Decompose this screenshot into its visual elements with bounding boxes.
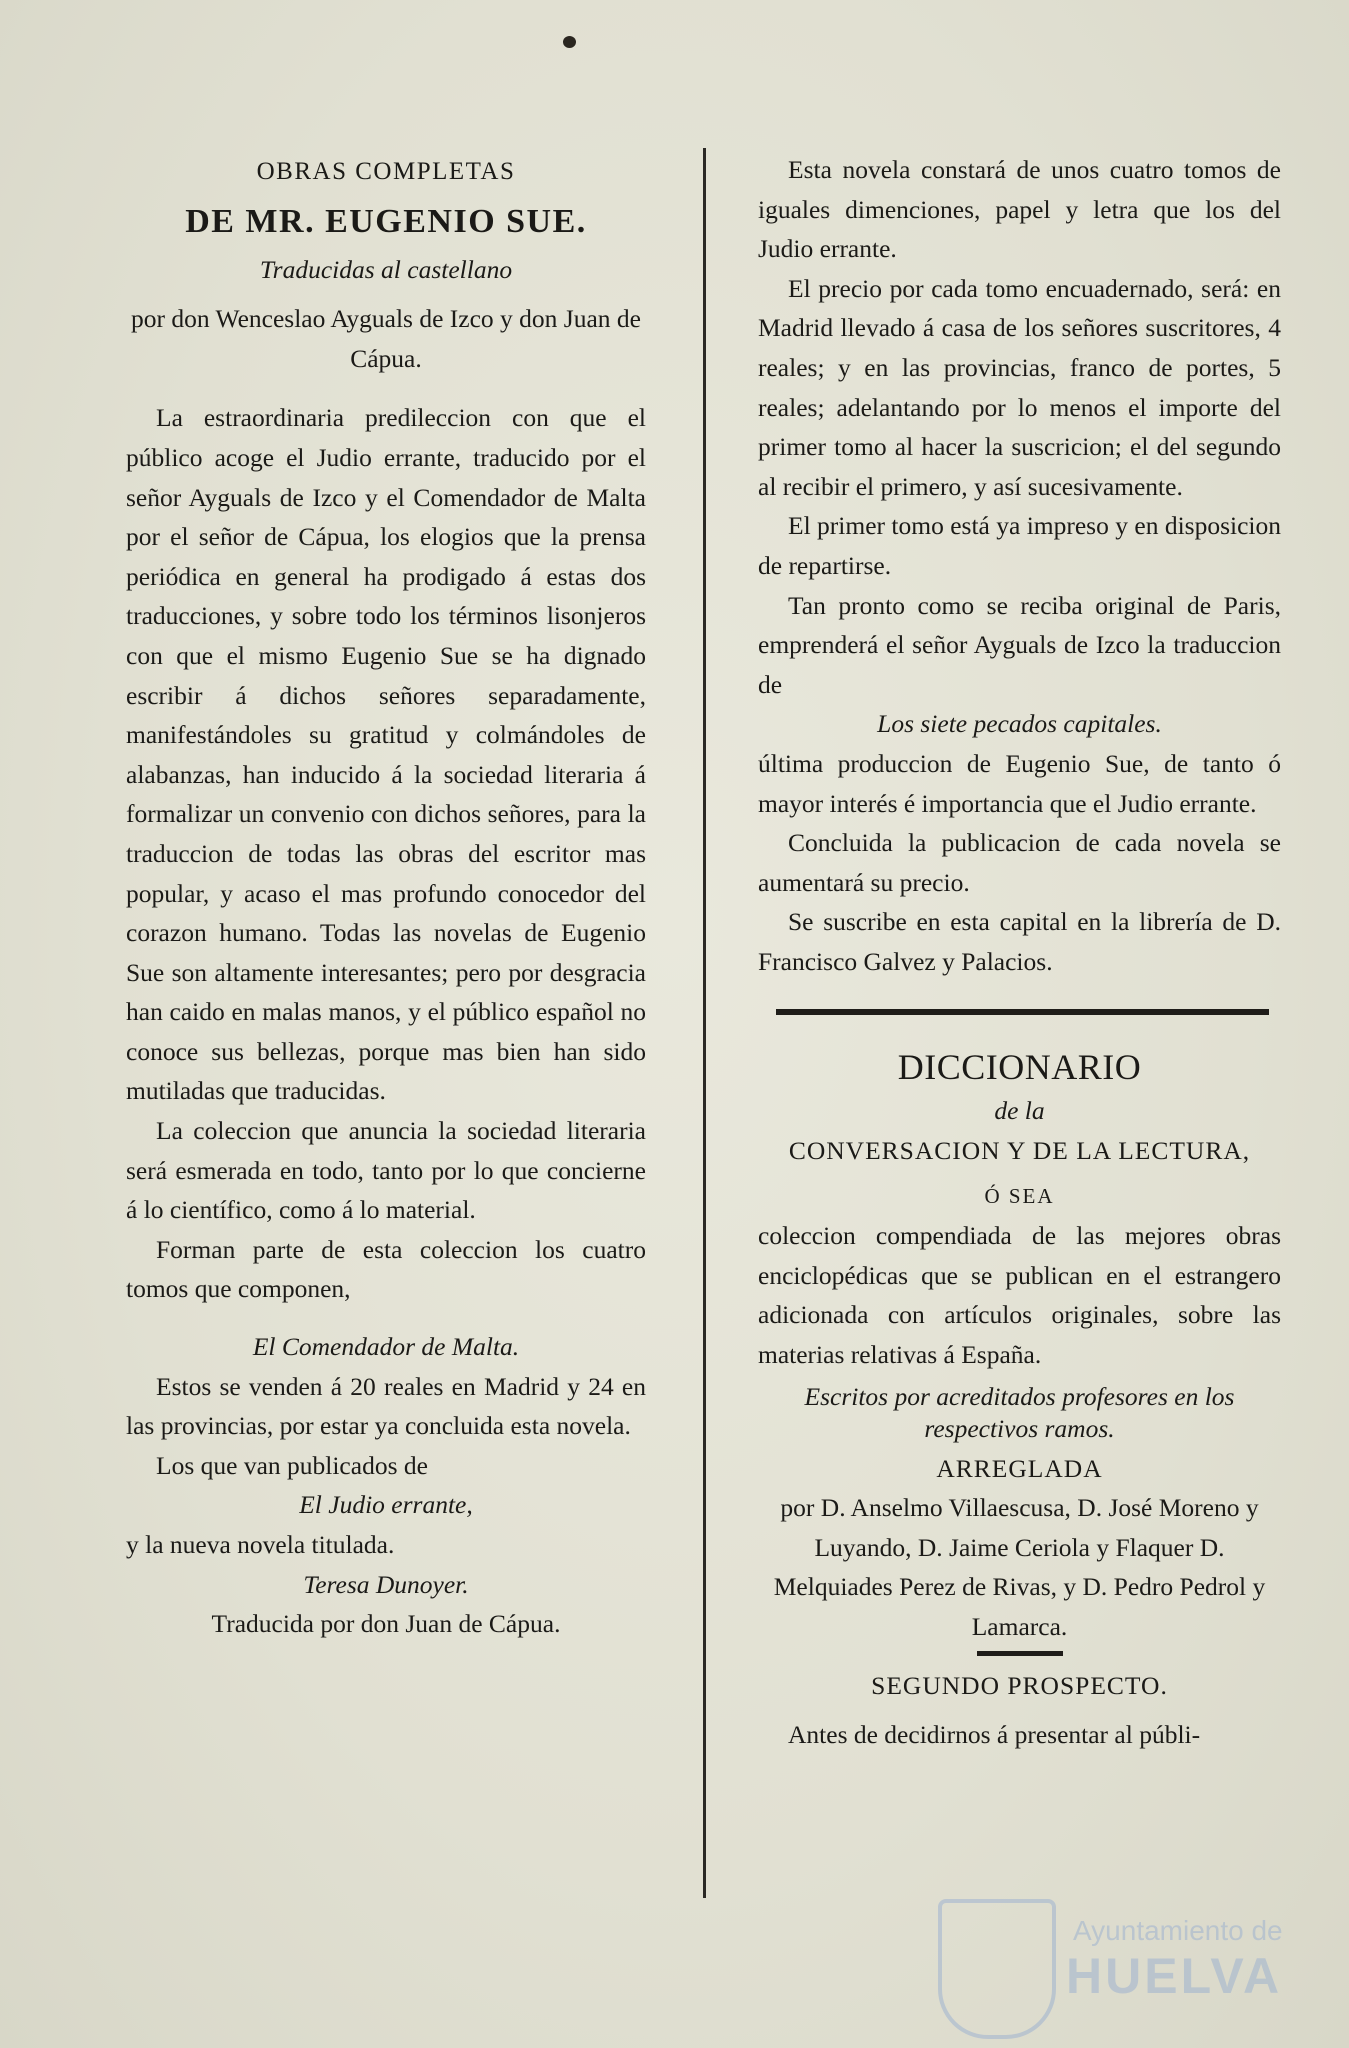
- right-paragraph-5: última produccion de Eugenio Sue, de tanto ó mayor interés é importancia que el Judio errante.: [758, 748, 1281, 818]
- short-divider: [977, 1651, 1063, 1656]
- left-paragraph-7: Traducida por don Juan de Cápua.: [211, 1609, 561, 1639]
- huelva-watermark: [938, 1893, 1298, 2043]
- section-divider: [776, 1009, 1269, 1015]
- diccionario-description: coleccion compendiada de las mejores obras enciclopédicas que se publican en el estrangero adicionada con artículos originales, sobre las materias relativas á España.: [758, 1221, 1281, 1370]
- right-paragraph-3: El primer tomo está ya impreso y en disposicion de repartirse.: [758, 511, 1281, 580]
- left-paragraph-4: Estos se venden á 20 reales en Madrid y 24 en las provincias, por estar ya concluida esta novela.: [126, 1371, 646, 1441]
- title-siete-pecados: Los siete pecados capitales.: [877, 709, 1162, 739]
- heading-conversacion: CONVERSACION Y DE LA LECTURA,: [788, 1136, 1251, 1166]
- heading-obras: OBRAS COMPLETAS: [256, 158, 516, 185]
- watermark-line2: HUELVA: [1066, 1948, 1283, 2004]
- heading-diccionario: DICCIONARIO: [897, 1047, 1142, 1088]
- subtitle-traducidas: Traducidas al castellano: [259, 254, 513, 284]
- right-last-line: Antes de decidirnos á presentar al públi-: [788, 1720, 1201, 1750]
- left-paragraph-1: La estraordinaria predileccion con que el público acoge el Judio errante, traducido por el señor Ayguals de Izco y el Comendador de Malta por el señor de Cápua, los elogios que la prensa periódica en general ha prodigado á estas dos traducciones, y sobre todo los términos lisonjeros con que el mismo Eugenio Sue se ha dignado escribir á dichos señores separadamente, manifestándoles su gratitud y colmándoles de alabanzas, han inducido á la sociedad literaria á formalizar un convenio con dichos señores, para la traduccion de todas las obras del escritor mas popular, y acaso el mas profundo conocedor del corazon humano. Todas las novelas de Eugenio Sue son altamente interesantes; pero por desgracia han caido en malas manos, y el público español no conoce sus bellezas, porque mas bien han sido mutiladas que traducidas.: [126, 403, 646, 1106]
- heading-de-la: de la: [994, 1096, 1045, 1126]
- diccionario-arreglada: ARREGLADA: [936, 1453, 1103, 1483]
- diccionario-autores: por D. Anselmo Villaescusa, D. José Moreno y Luyando, D. Jaime Ceriola y Flaquer D. Melquiades Perez de Rivas, y D. Pedro Pedrol y Lamarca.: [773, 1493, 1266, 1641]
- title-comendador: El Comendador de Malta.: [252, 1332, 520, 1362]
- column-divider: [703, 148, 706, 1898]
- right-paragraph-7: Se suscribe en esta capital en la librería de D. Francisco Galvez y Palacios.: [758, 907, 1281, 976]
- heading-eugenio-sue: DE MR. EUGENIO SUE.: [185, 202, 587, 240]
- left-paragraph-3: Forman parte de esta coleccion los cuatro tomos que componen,: [126, 1234, 646, 1304]
- heading-segundo-prospecto: SEGUNDO PROSPECTO.: [871, 1670, 1168, 1700]
- left-paragraph-5: Los que van publicados de: [156, 1450, 428, 1480]
- ink-spot: [563, 36, 576, 48]
- right-paragraph-2: El precio por cada tomo encuadernado, será: en Madrid llevado á casa de los señores suscritores, 4 reales; y en las provincias, franco de portes, 5 reales; adelantando por lo menos el importe del primer tomo al hacer la suscricion; el del segundo al recibir el primero, y así sucesivamente.: [758, 273, 1281, 501]
- heading-o-sea: Ó SEA: [984, 1183, 1055, 1208]
- right-paragraph-6: Concluida la publicacion de cada novela se aumentará su precio.: [758, 828, 1281, 897]
- city-shield-icon: [938, 1899, 1056, 2039]
- watermark-line1: Ayuntamiento de: [1073, 1915, 1283, 1946]
- left-paragraph-2: La coleccion que anuncia la sociedad literaria será esmerada en todo, tanto por lo que concierne á lo científico, como á lo material.: [126, 1116, 646, 1225]
- title-judio-errante: El Judio errante,: [299, 1490, 473, 1520]
- left-paragraph-6: y la nueva novela titulada.: [126, 1530, 395, 1559]
- left-column: [126, 150, 646, 1644]
- right-paragraph-4: Tan pronto como se reciba original de Paris, emprenderá el señor Ayguals de Izco la traduccion de: [758, 590, 1281, 699]
- diccionario-escritos: Escritos por acreditados profesores en los respectivos ramos.: [804, 1381, 1235, 1443]
- title-teresa-dunoyer: Teresa Dunoyer.: [303, 1569, 469, 1599]
- translators: por don Wenceslao Ayguals de Izco y don Juan de Cápua.: [131, 304, 641, 373]
- right-column: [758, 150, 1281, 1755]
- right-paragraph-1: Esta novela constará de unos cuatro tomos de iguales dimenciones, papel y letra que los del Judio errante.: [758, 155, 1281, 264]
